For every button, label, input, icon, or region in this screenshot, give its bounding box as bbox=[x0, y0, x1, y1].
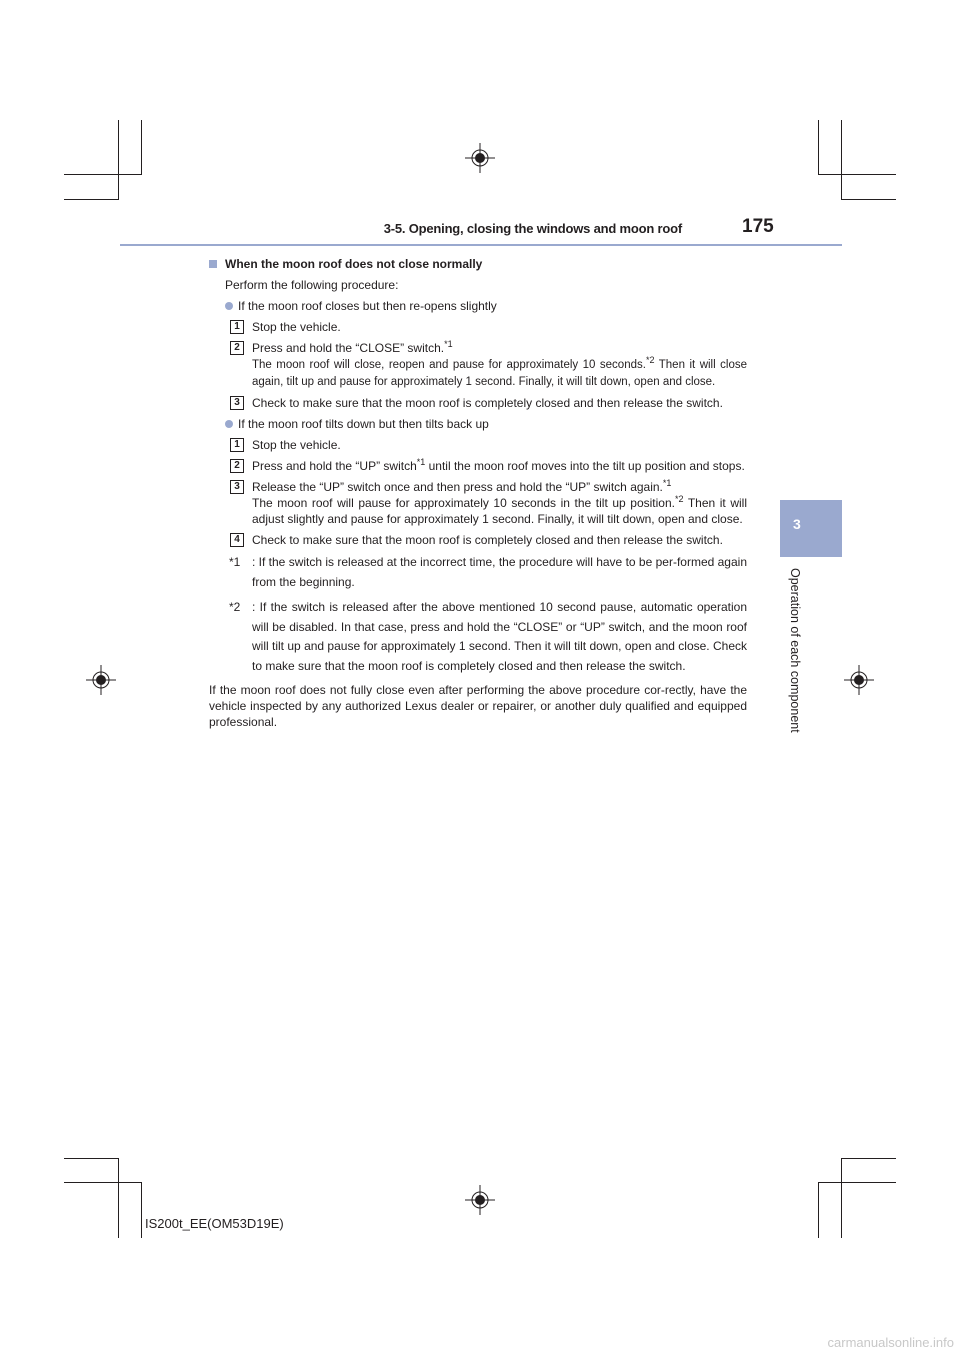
crop-mark bbox=[141, 120, 142, 174]
crop-mark bbox=[818, 1182, 896, 1183]
circle-bullet-icon bbox=[225, 420, 233, 428]
crop-mark bbox=[841, 120, 842, 200]
case-title: If the moon roof tilts down but then tilts back up bbox=[209, 416, 747, 432]
footnote: *2 : If the switch is released after the above mentioned 10 second pause, automatic operation will be disabled. In that case, press and hold the “CLOSE” or “UP” switch, and the moon roof will tilt up and pause for approximately 1 second. Then it will tilt down, open and close. Check to make sure that the moon roof is completely closed and then release the switch. bbox=[229, 600, 747, 673]
crop-mark bbox=[141, 1183, 142, 1238]
square-bullet-icon bbox=[209, 260, 217, 268]
intro-text: Perform the following procedure: bbox=[225, 278, 399, 292]
step-number: 4 bbox=[230, 533, 244, 547]
step-item: 3 Check to make sure that the moon roof is completely closed and then release the switch. bbox=[209, 395, 747, 411]
crop-mark bbox=[841, 1158, 842, 1238]
section-header-title: 3-5. Opening, closing the windows and moon roof bbox=[383, 221, 682, 236]
crop-mark bbox=[841, 1158, 896, 1159]
step-number: 2 bbox=[230, 341, 244, 355]
step-item: 1 Stop the vehicle. bbox=[209, 437, 747, 453]
step-item: 2 Press and hold the “CLOSE” switch.$^{*1}$ The moon roof will close, reopen and pause for approximately 10 seconds.$^{*2}$ Then it will close again, tilt up and pause for approximately 1 second. Finally, it will tilt down, open and close. bbox=[209, 340, 747, 390]
chapter-tab bbox=[780, 500, 842, 557]
crop-mark bbox=[64, 199, 119, 200]
footnote-ref: *1 bbox=[662, 478, 672, 488]
step-number: 3 bbox=[230, 396, 244, 410]
footnote-ref: *1 bbox=[444, 339, 453, 349]
footnote-ref: *2 bbox=[674, 494, 684, 504]
step-number: 1 bbox=[230, 438, 244, 452]
step-item: 4 Check to make sure that the moon roof is completely closed and then release the switch. bbox=[209, 532, 747, 548]
document-code: IS200t_EE(OM53D19E) bbox=[145, 1216, 284, 1231]
watermark: carmanualsonline.info bbox=[827, 1335, 954, 1350]
header-rule bbox=[120, 244, 842, 246]
chapter-label: Operation of each component bbox=[788, 568, 802, 733]
step-number: 1 bbox=[230, 320, 244, 334]
closing-paragraph: If the moon roof does not fully close even after performing the above procedure cor-rectly, have the vehicle inspected by any authorized Lexus dealer or repairer, or another duly qualified and equipped professional. bbox=[209, 683, 747, 729]
step-item: 2 Press and hold the “UP” switch$^{*1}$ until the moon roof moves into the tilt up position and stops. bbox=[209, 458, 747, 474]
footnote-mark: *2 bbox=[229, 600, 241, 614]
footnote-mark: *1 bbox=[229, 555, 241, 569]
section-title: When the moon roof does not close normally bbox=[209, 256, 747, 272]
registration-mark-icon bbox=[844, 665, 874, 695]
footnote: *1 : If the switch is released at the incorrect time, the procedure will have to be per-formed again from the beginning. bbox=[229, 555, 747, 589]
step-item: 1 Stop the vehicle. bbox=[209, 319, 747, 335]
crop-mark bbox=[64, 1158, 119, 1159]
footnote-ref: *2 bbox=[645, 355, 655, 365]
circle-bullet-icon bbox=[225, 302, 233, 310]
crop-mark bbox=[118, 1158, 119, 1238]
crop-mark bbox=[64, 1182, 142, 1183]
crop-mark bbox=[818, 120, 819, 174]
registration-mark-icon bbox=[86, 665, 116, 695]
crop-mark bbox=[818, 174, 896, 175]
registration-mark-icon bbox=[465, 1185, 495, 1215]
footnote-ref: *1 bbox=[416, 457, 426, 467]
page-content bbox=[209, 256, 747, 730]
crop-mark bbox=[818, 1183, 819, 1238]
step-item: 3 Release the “UP” switch once and then press and hold the “UP” switch again.$^{*1}$ The moon roof will pause for approximately 10 seconds in the tilt up position.$^{*2}$ Then it will adjust slightly and pause for approximately 1 second. Finally, it will tilt down, open and close. bbox=[209, 479, 747, 527]
step-number: 3 bbox=[230, 480, 244, 494]
crop-mark bbox=[841, 199, 896, 200]
page-number: 175 bbox=[742, 216, 774, 237]
step-number: 2 bbox=[230, 459, 244, 473]
crop-mark bbox=[118, 120, 119, 200]
chapter-number: 3 bbox=[793, 516, 801, 532]
crop-mark bbox=[64, 174, 142, 175]
registration-mark-icon bbox=[465, 143, 495, 173]
case-title: If the moon roof closes but then re-opens slightly bbox=[209, 298, 747, 314]
